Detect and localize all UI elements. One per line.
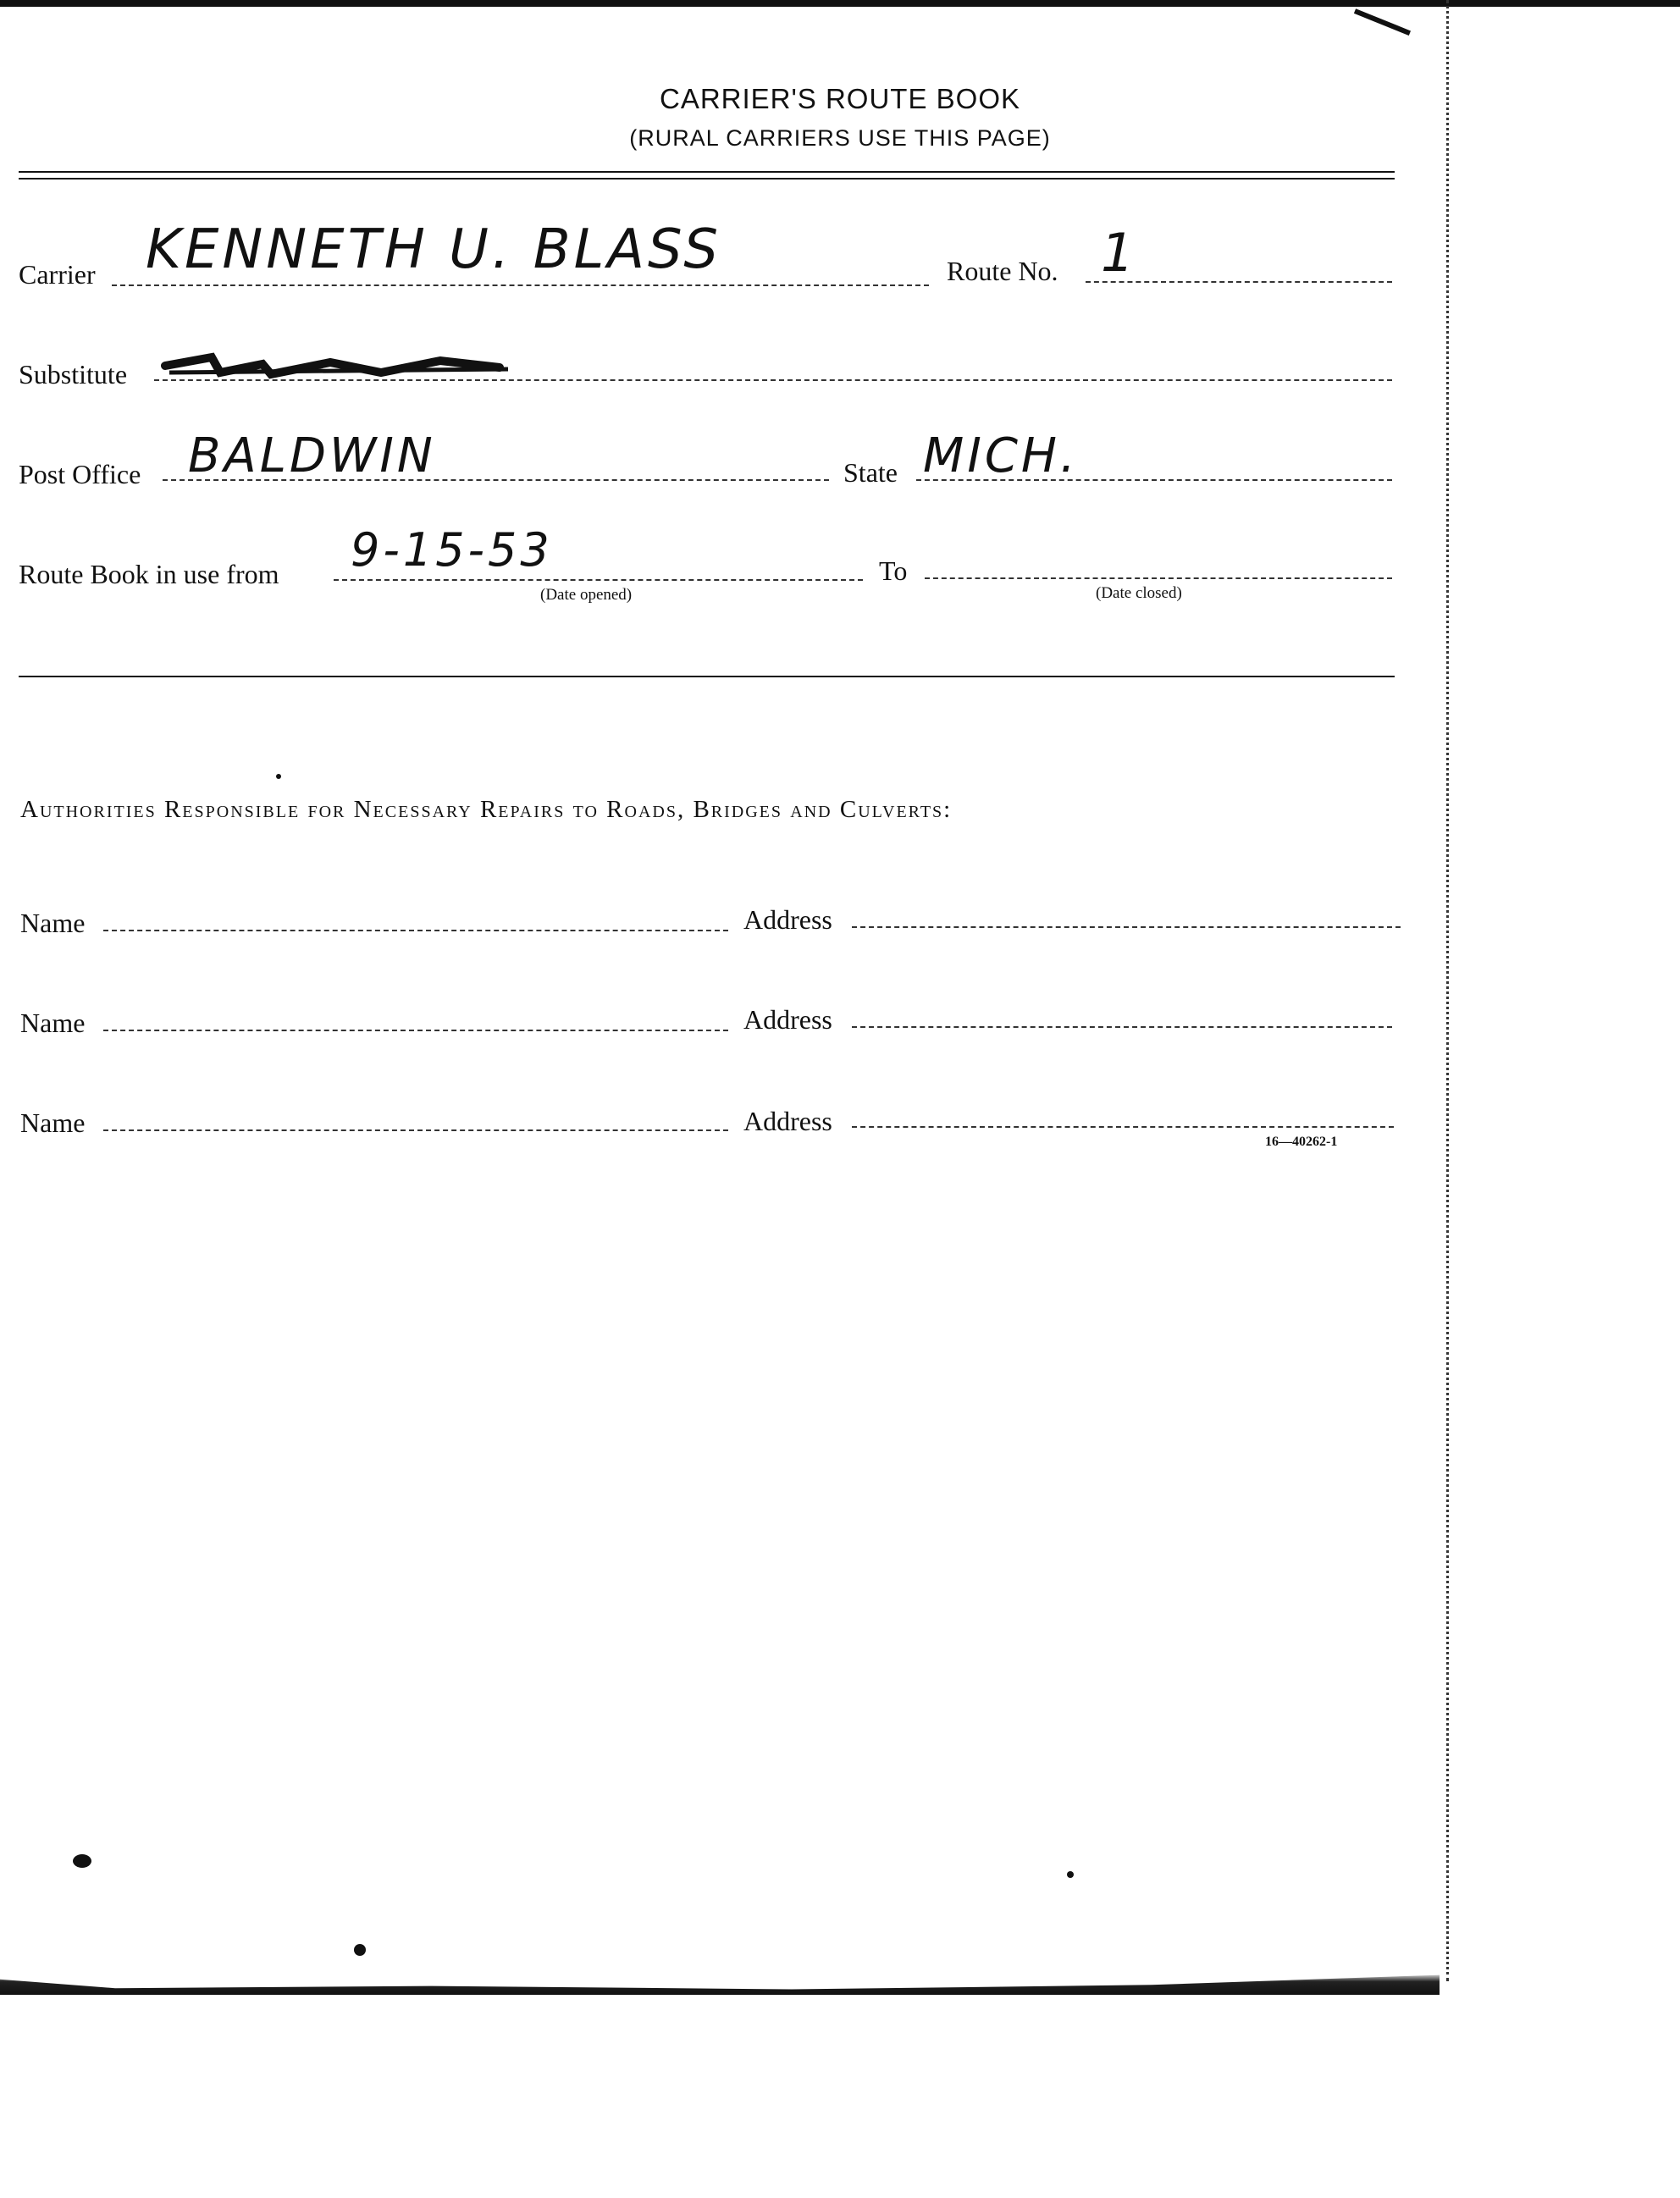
authority-name-label-3: Name [20, 1107, 86, 1138]
page-right-edge [1440, 0, 1449, 1981]
scan-speck [1067, 1871, 1074, 1878]
route-number-value: 1 [1101, 222, 1138, 284]
authority-address-line-2 [852, 1026, 1392, 1028]
in-use-from-line [334, 579, 863, 581]
authority-name-label-2: Name [20, 1008, 86, 1038]
scan-speck [354, 1944, 366, 1956]
authority-name-label-1: Name [20, 908, 86, 938]
route-number-label: Route No. [947, 256, 1058, 286]
page-top-edge [0, 0, 1680, 7]
in-use-from-label: Route Book in use from [19, 559, 279, 589]
corner-mark [1354, 8, 1411, 36]
authority-address-label-3: Address [743, 1106, 832, 1136]
section-divider [19, 676, 1395, 677]
to-line [925, 577, 1392, 579]
authority-address-line-3 [852, 1126, 1394, 1128]
scan-speck [276, 774, 281, 779]
date-closed-caption: (Date closed) [1096, 584, 1182, 602]
authority-name-line-2 [103, 1030, 728, 1031]
state-label: State [843, 457, 898, 488]
state-value: MICH. [923, 428, 1079, 483]
authority-name-line-3 [103, 1129, 728, 1131]
authority-address-label-1: Address [743, 904, 832, 935]
form-title: CARRIER'S ROUTE BOOK [659, 83, 1021, 114]
form-number: 16—40262-1 [1265, 1135, 1338, 1149]
scan-speck [73, 1854, 91, 1868]
authorities-heading: Authorities Responsible for Necessary Repairs to Roads, Bridges and Culverts: [20, 796, 953, 823]
carrier-line [112, 284, 929, 286]
authority-address-label-2: Address [743, 1004, 832, 1035]
carrier-value: KENNETH U. BLASS [146, 218, 721, 281]
carrier-label: Carrier [19, 259, 96, 290]
substitute-label: Substitute [19, 359, 128, 389]
page-bottom-edge [0, 1973, 1440, 1995]
in-use-from-value: 9-15-53 [351, 523, 553, 577]
substitute-crossed-out-scribble [161, 347, 517, 381]
authority-name-line-1 [103, 930, 728, 931]
header-double-rule [19, 171, 1395, 179]
to-label: To [879, 555, 908, 586]
authority-address-line-1 [852, 926, 1401, 928]
post-office-value: BALDWIN [188, 428, 436, 483]
post-office-label: Post Office [19, 459, 141, 489]
form-subtitle: (RURAL CARRIERS USE THIS PAGE) [629, 125, 1051, 151]
date-opened-caption: (Date opened) [540, 586, 633, 604]
